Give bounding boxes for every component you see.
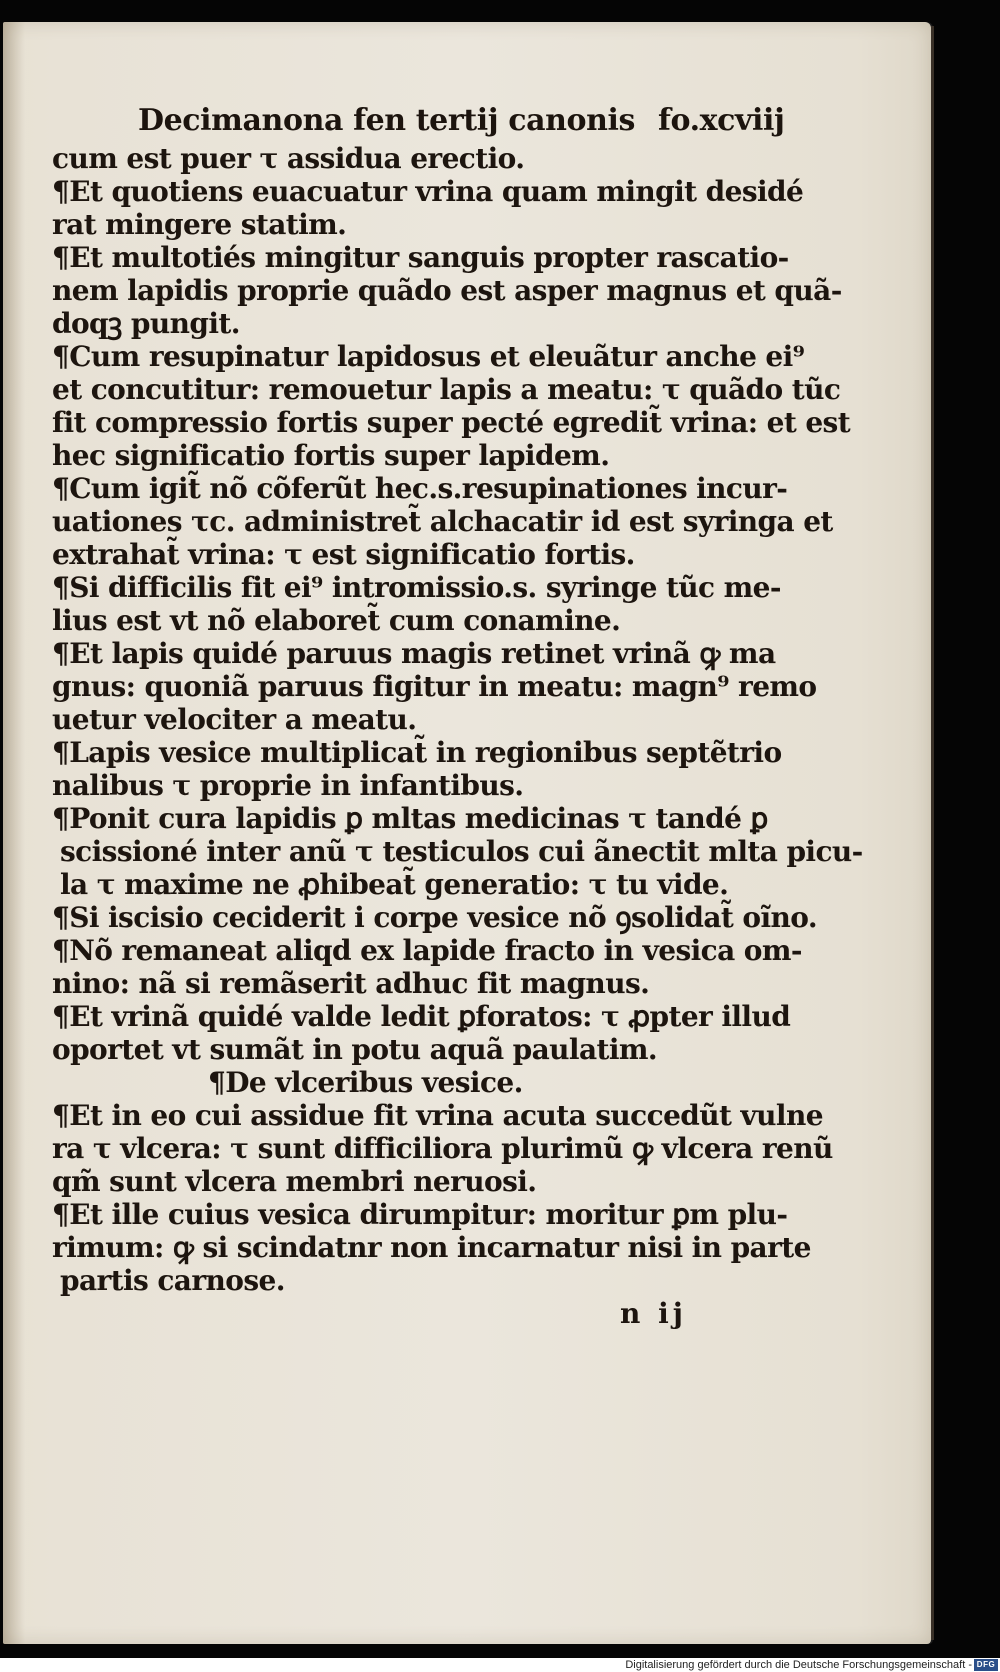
- text-line: qm̃ sunt vlcera membri neruosi.: [52, 1165, 537, 1198]
- text-line: ¶Si iscisio ceciderit i corpe vesice nõ ꝯsolidat̃ oĩno.: [52, 901, 817, 934]
- text-line: ¶Ponit cura lapidis ꝑ mltas medicinas τ tandé ꝑ: [52, 802, 768, 835]
- text-line: ¶Cum resupinatur lapidosus et eleuãtur anche ei⁹: [52, 340, 805, 373]
- body-text: [52, 142, 863, 1297]
- text-line: rimum: ꝙ si scindatnr non incarnatur nisi in parte: [52, 1231, 811, 1264]
- page-edge: [931, 26, 934, 1640]
- text-line: scissioné inter anũ τ testiculos cui ãnectit mlta picu-: [60, 835, 863, 868]
- text-line: cum est puer τ assidua erectio.: [52, 142, 525, 175]
- text-line: ¶Et vrinã quidé valde ledit ꝑforatos: τ ꝓpter illud: [52, 1000, 791, 1033]
- text-line: nino: nã si remãserit adhuc fit magnus.: [52, 967, 650, 1000]
- text-line: oportet vt sumãt in potu aquã paulatim.: [52, 1033, 658, 1066]
- text-line: rat mingere statim.: [52, 208, 347, 241]
- text-line: uetur velociter a meatu.: [52, 703, 417, 736]
- digitization-footer: [0, 1658, 1000, 1672]
- signature-mark: n ij: [620, 1297, 687, 1330]
- running-head-title: Decimanona fen tertij canonis: [138, 103, 636, 138]
- text-line: ra τ vlcera: τ sunt difficiliora plurimũ ꝙ vlcera renũ: [52, 1132, 833, 1165]
- text-line: lius est vt nõ elaboret̃ cum conamine.: [52, 604, 621, 637]
- text-line: ¶Cum igit̃ nõ cõferũt hec.s.resupinationes incur-: [52, 472, 788, 505]
- text-line: ¶Et in eo cui assidue fit vrina acuta succedũt vulne: [52, 1099, 823, 1132]
- text-line: ¶Et quotiens euacuatur vrina quam mingit desidé: [52, 175, 804, 208]
- text-line: ¶Et multotiés mingitur sanguis propter rascatio-: [52, 241, 789, 274]
- text-line: ¶Lapis vesice multiplicat̃ in regionibus septẽtrio: [52, 736, 782, 769]
- text-line: nem lapidis proprie quãdo est asper magnus et quã-: [52, 274, 842, 307]
- text-line: gnus: quoniã paruus figitur in meatu: magn⁹ remo: [52, 670, 817, 703]
- text-line: nalibus τ proprie in infantibus.: [52, 769, 524, 802]
- text-line: ¶Nõ remaneat aliqd ex lapide fracto in vesica om-: [52, 934, 802, 967]
- text-line: hec significatio fortis super lapidem.: [52, 439, 610, 472]
- text-line: ¶Si difficilis fit ei⁹ intromissio.s. syringe tũc me-: [52, 571, 781, 604]
- text-line: la τ maxime ne ꝓhibeat̃ generatio: τ tu vide.: [60, 868, 729, 901]
- section-heading: ¶De vlceribus vesice.: [208, 1066, 523, 1099]
- text-line: ¶Et ille cuius vesica dirumpitur: moritur ꝑm plu-: [52, 1198, 788, 1231]
- text-line: doqꝫ pungit.: [52, 307, 240, 340]
- footer-credit: Digitalisierung gefördert durch die Deutsche Forschungsgemeinschaft -: [625, 1659, 972, 1671]
- text-line: extrahat̃ vrina: τ est significatio fortis.: [52, 538, 635, 571]
- folio-number: fo.xcviij: [658, 103, 785, 138]
- dfg-logo: DFG: [974, 1659, 998, 1671]
- text-line: et concutitur: remouetur lapis a meatu: τ quãdo tũc: [52, 373, 841, 406]
- running-head: [138, 103, 798, 138]
- text-line: fit compressio fortis super pecté egredit̃ vrina: et est: [52, 406, 851, 439]
- text-line: uationes τc. administret̃ alchacatir id est syringa et: [52, 505, 833, 538]
- text-line: ¶Et lapis quidé paruus magis retinet vrinã ꝙ ma: [52, 637, 776, 670]
- text-line: partis carnose.: [60, 1264, 285, 1297]
